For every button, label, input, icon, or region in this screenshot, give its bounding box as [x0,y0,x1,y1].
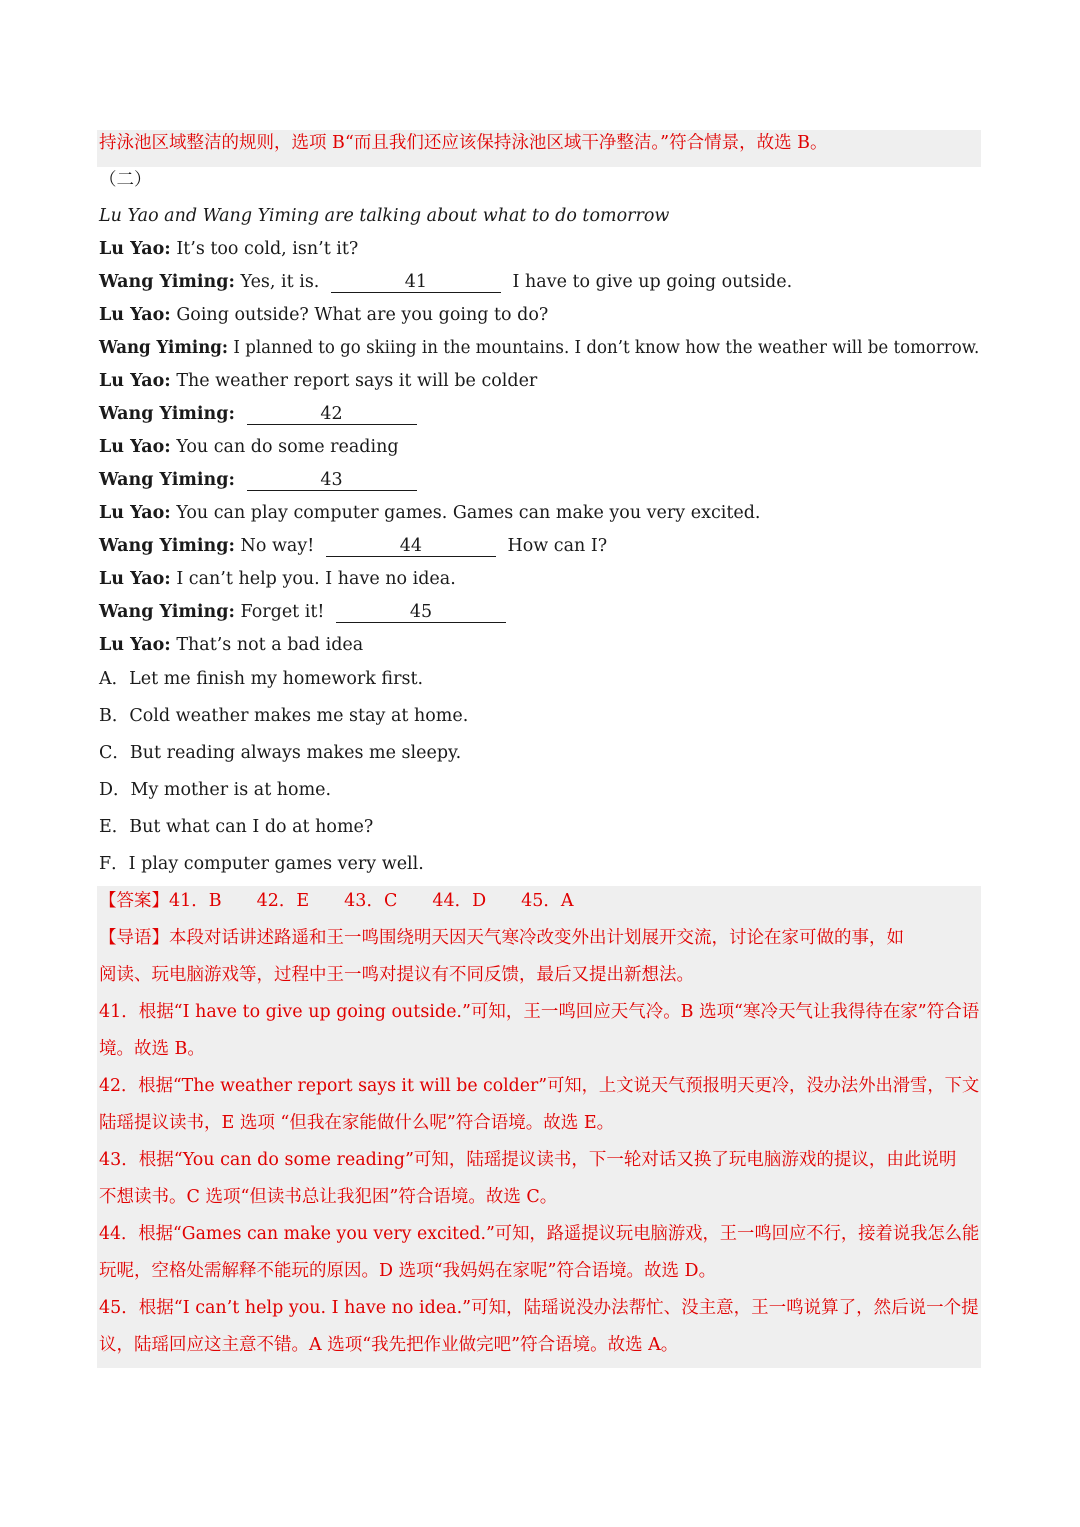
explanation-42-line-2: 陆瑶提议读书，E 选项 “但我在家能做什么呢”符合语境。故选 E。 [99,1113,615,1133]
explanation-42-line-1: 42．根据“The weather report says it will be colder”可知，上文说天气预报明天更冷，没办法外出滑雪，下文 [99,1076,980,1096]
speaker: Wang Yiming: [99,404,235,424]
dialogue-line [99,534,607,558]
blank-43: 43 [247,470,417,491]
explanation-44-line-1: 44．根据“Games can make you very excited.”可知，路遥提议玩电脑游戏，王一鸣回应不行，接着说我怎么能 [99,1224,980,1244]
section-heading: （二） [99,170,152,190]
top-note: 持泳池区域整洁的规则，选项 B“而且我们还应该保持泳池区域干净整洁。”符合情景，故选 B。 [99,133,828,153]
option-f: F．I play computer games very well. [99,854,424,874]
speaker: Wang Yiming: [99,338,229,358]
blank-41: 41 [331,272,501,293]
dialogue-intro: Lu Yao and Wang Yiming are talking about what to do tomorrow [99,206,670,226]
speaker: Lu Yao: [99,503,171,523]
speaker: Wang Yiming: [99,470,235,490]
answer-label: 【答案】 [99,891,169,911]
utterance: Forget it! [240,602,325,622]
blank-45: 45 [336,602,506,623]
explanation-41-line-2: 境。故选 B。 [99,1039,205,1059]
guide-line-1 [99,926,904,950]
explanation-44-line-2: 玩呢，空格处需解释不能玩的原因。D 选项“我妈妈在家呢”符合语境。故选 D。 [99,1261,717,1281]
speaker: Lu Yao: [99,239,171,259]
dialogue-line [99,501,761,525]
guide-text-1: 本段对话讲述路遥和王一鸣围绕明天因天气寒冷改变外出计划展开交流，讨论在家可做的事，如 [169,928,904,948]
dialogue-line [99,600,512,624]
utterance: It’s too cold, isn’t it? [176,239,359,259]
utterance: The weather report says it will be colder [176,371,538,391]
guide-label: 【导语】 [99,928,169,948]
answer-text: 41．B 42．E 43．C 44．D 45．A [169,891,574,911]
speaker: Lu Yao: [99,371,171,391]
option-d: D．My mother is at home. [99,780,332,800]
answer-line [99,889,574,913]
utterance: You can play computer games. Games can make you very excited. [176,503,761,523]
option-a: A．Let me finish my homework first. [99,669,424,689]
explanation-45-line-1: 45．根据“I can’t help you. I have no idea.”可知，陆瑶说没办法帮忙、没主意，王一鸣说算了，然后说一个提 [99,1298,979,1318]
speaker: Wang Yiming: [99,602,235,622]
blank-44: 44 [326,536,496,557]
utterance-after: I have to give up going outside. [512,272,793,292]
dialogue-line [99,435,399,459]
utterance-after: How can I? [507,536,608,556]
utterance: Yes, it is. [240,272,320,292]
blank-42: 42 [247,404,417,425]
dialogue-line [99,468,423,492]
speaker: Lu Yao: [99,437,171,457]
dialogue-line [99,270,792,294]
speaker: Wang Yiming: [99,272,235,292]
utterance: I planned to go skiing in the mountains. I don’t know how the weather will be tomorrow. [233,338,980,358]
utterance: That’s not a bad idea [176,635,364,655]
speaker: Lu Yao: [99,635,171,655]
utterance: Going outside? What are you going to do? [176,305,549,325]
guide-line-2: 阅读、玩电脑游戏等，过程中王一鸣对提议有不同反馈，最后又提出新想法。 [99,965,694,985]
option-c: C．But reading always makes me sleepy. [99,743,462,763]
speaker: Wang Yiming: [99,536,235,556]
dialogue-line [99,336,979,360]
utterance: I can’t help you. I have no idea. [176,569,456,589]
utterance: You can do some reading [176,437,399,457]
explanation-43-line-1: 43．根据“You can do some reading”可知，陆瑶提议读书，下一轮对话又换了玩电脑游戏的提议，由此说明 [99,1150,957,1170]
dialogue-line [99,633,363,657]
dialogue-line [99,567,456,591]
dialogue-line [99,402,423,426]
explanation-43-line-2: 不想读书。C 选项“但读书总让我犯困”符合语境。故选 C。 [99,1187,558,1207]
speaker: Lu Yao: [99,305,171,325]
option-b: B．Cold weather makes me stay at home. [99,706,469,726]
dialogue-line [99,369,537,393]
option-e: E．But what can I do at home? [99,817,374,837]
explanation-45-line-2: 议，陆瑶回应这主意不错。A 选项“我先把作业做完吧”符合语境。故选 A。 [99,1335,679,1355]
explanation-41-line-1: 41．根据“I have to give up going outside.”可知，王一鸣回应天气冷。B 选项“寒冷天气让我得待在家”符合语 [99,1002,980,1022]
dialogue-line [99,237,358,261]
dialogue-line [99,303,548,327]
speaker: Lu Yao: [99,569,171,589]
utterance: No way! [240,536,315,556]
